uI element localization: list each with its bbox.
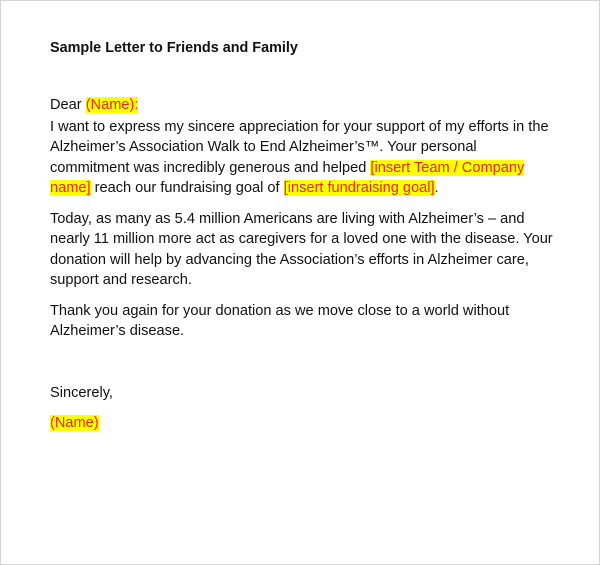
- paragraph-thanks: Thank you again for your donation as we move close to a world without Alzheimer’s disease.: [50, 302, 510, 339]
- fundraising-goal-placeholder: [insert fundraising goal]: [283, 180, 435, 196]
- greeting-prefix: Dear: [50, 97, 86, 113]
- closing: Sincerely,: [50, 384, 113, 401]
- letter-body: [50, 38, 560, 444]
- paragraph-appreciation-text-c: .: [434, 180, 439, 196]
- greeting-name-placeholder: (Name):: [85, 97, 139, 113]
- paragraph-appreciation-text-b: reach our fundraising goal of: [90, 180, 284, 196]
- letter-title: Sample Letter to Friends and Family: [50, 40, 298, 56]
- paragraph-appreciation: [50, 117, 560, 199]
- signature-name-placeholder: (Name): [50, 415, 99, 431]
- paragraph-statistics: Today, as many as 5.4 million Americans are living with Alzheimer’s – and nearly 11 million more act as caregivers for a loved one with the disease. Your donation will help by advancing the Association’s efforts in Alzheimer care, support and research.: [50, 210, 553, 288]
- greeting: [50, 95, 560, 116]
- paragraph-appreciation-text-a: I want to express my sincere appreciation for your support of my efforts in the Alzheimer’s Association Walk to End Alzheimer’s™. Your personal commitment was incredibly generous and helped: [50, 118, 549, 176]
- team-company-placeholder: [insert Team / Company name]: [50, 159, 525, 196]
- signature: [50, 413, 560, 434]
